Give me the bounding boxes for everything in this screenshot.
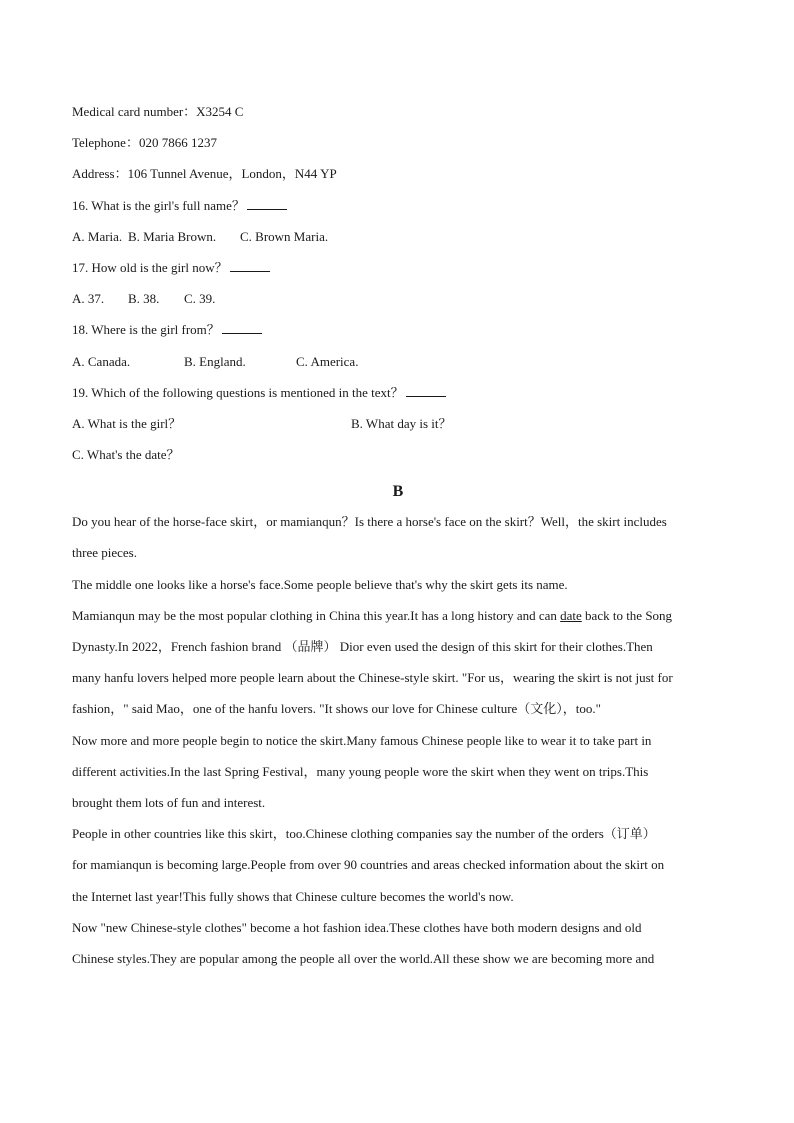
passage-line: Chinese styles.They are popular among the people all over the world.All these show we are becoming more and: [72, 950, 655, 966]
address-line: Address：106 Tunnel Avenue，London，N44 YP: [72, 166, 337, 182]
passage-line: [72, 604, 724, 635]
option-a[interactable]: A. 37.: [72, 291, 105, 307]
passage-line: many hanfu lovers helped more people learn about the Chinese-style skirt. "For us，wearing the skirt is not just for: [72, 670, 673, 686]
question-18-options: [72, 350, 724, 381]
section-b-heading: B: [392, 483, 404, 501]
passage-line: Do you hear of the horse-face skirt，or mamianqun？Is there a horse's face on the skirt？Well，the skirt includes: [72, 514, 667, 530]
answer-blank[interactable]: [406, 383, 446, 397]
option-c[interactable]: C. Brown Maria.: [240, 228, 329, 244]
option-b[interactable]: B. 38.: [128, 291, 160, 307]
underlined-word: date: [560, 607, 582, 623]
medical-card-line: Medical card number：X3254 C: [72, 104, 244, 119]
option-a[interactable]: A. What is the girl？: [72, 415, 182, 431]
passage-text: back to the Song: [581, 607, 673, 623]
document-content: [72, 100, 724, 978]
passage-line: different activities.In the last Spring Festival，many young people wore the skirt when they went on trips.This: [72, 763, 649, 779]
question-18-stem: [72, 318, 724, 349]
answer-blank[interactable]: [230, 258, 270, 272]
passage-line: fashion，" said Mao，one of the hanfu lovers. "It shows our love for Chinese culture（文化），too.": [72, 701, 601, 717]
question-17-options: [72, 287, 724, 318]
option-c[interactable]: C. What's the date？: [72, 447, 180, 463]
answer-blank[interactable]: [247, 196, 287, 210]
passage-line: People in other countries like this skirt，too.Chinese clothing companies say the number of the orders（订单）: [72, 826, 656, 842]
question-text: 16. What is the girl's full name？: [72, 197, 245, 213]
question-19-options-c: [72, 443, 724, 474]
option-a[interactable]: A. Maria.: [72, 228, 123, 244]
telephone-line: Telephone：020 7866 1237: [72, 135, 217, 151]
passage-line: brought them lots of fun and interest.: [72, 794, 266, 810]
option-b[interactable]: B. What day is it？: [351, 415, 452, 431]
passage-line: for mamianqun is becoming large.People from over 90 countries and areas checked information about the skirt on: [72, 857, 665, 873]
option-b[interactable]: B. England.: [184, 353, 246, 369]
passage-line: Now more and more people begin to notice the skirt.Many famous Chinese people like to wear it to take part in: [72, 732, 652, 748]
question-text: 19. Which of the following questions is mentioned in the text？: [72, 384, 404, 400]
option-b[interactable]: B. Maria Brown.: [128, 228, 217, 244]
passage-line: the Internet last year!This fully shows that Chinese culture becomes the world's now.: [72, 888, 514, 904]
passage-line: The middle one looks like a horse's face.Some people believe that's why the skirt gets its name.: [72, 576, 568, 592]
question-16-stem: [72, 194, 724, 225]
option-a[interactable]: A. Canada.: [72, 353, 131, 369]
question-text: 18. Where is the girl from？: [72, 322, 220, 338]
question-17-stem: [72, 256, 724, 287]
question-text: 17. How old is the girl now？: [72, 259, 228, 275]
option-c[interactable]: C. America.: [296, 353, 359, 369]
question-19-options-ab: [72, 412, 724, 443]
passage-text: Mamianqun may be the most popular clothing in China this year.It has a long history and can: [72, 607, 561, 623]
passage-line: three pieces.: [72, 545, 137, 561]
question-19-stem: [72, 381, 724, 412]
passage-line: Now "new Chinese-style clothes" become a hot fashion idea.These clothes have both modern designs and old: [72, 919, 642, 935]
question-16-options: [72, 225, 724, 256]
passage-line: Dynasty.In 2022，French fashion brand （品牌） Dior even used the design of this skirt for their clothes.Then: [72, 639, 653, 654]
answer-blank[interactable]: [222, 320, 262, 334]
option-c[interactable]: C. 39.: [184, 291, 216, 307]
